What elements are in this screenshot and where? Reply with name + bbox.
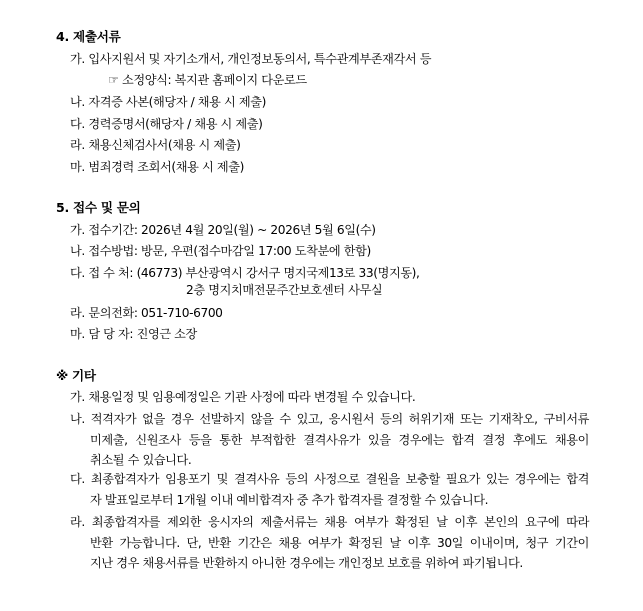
- list-item: 가. 채용일정 및 임용예정일은 기관 사정에 따라 변경될 수 있습니다.: [70, 390, 416, 404]
- list-item: 다. 경력증명서(해당자 / 채용 시 제출): [70, 117, 263, 131]
- address-continuation: 2층 명지치매전문주간보호센터 사무실: [186, 283, 383, 297]
- list-item: 라. 최종합격자를 제외한 응시자의 제출서류는 채용 여부가 확정된 날 이후 본인의 요구에 따라: [70, 515, 589, 529]
- list-item: 다. 접 수 처: (46773) 부산광역시 강서구 명지국제13로 33(명지동),: [70, 266, 420, 280]
- list-item: 마. 담 당 자: 진영근 소장: [70, 327, 197, 341]
- section-5-heading: 5. 접수 및 문의: [56, 200, 141, 215]
- list-item-continuation: 미제출, 신원조사 등을 통한 부적합한 결격사유가 있을 경우에는 합격 결정 후에도 채용이: [90, 433, 589, 447]
- list-item: 나. 자격증 사본(해당자 / 채용 시 제출): [70, 95, 266, 109]
- list-item: 가. 입사지원서 및 자기소개서, 개인정보동의서, 특수관계부존재각서 등: [70, 52, 432, 66]
- list-item-continuation: 자 발표일로부터 1개월 이내 예비합격자 중 추가 합격자를 결정할 수 있습니다.: [90, 493, 489, 507]
- list-item: 마. 범죄경력 조회서(채용 시 제출): [70, 160, 244, 174]
- list-item: 나. 접수방법: 방문, 우편(접수마감일 17:00 도착분에 한함): [70, 244, 371, 258]
- etc-heading: ※ 기타: [56, 368, 96, 383]
- list-item: 라. 채용신체검사서(채용 시 제출): [70, 138, 241, 152]
- section-4-heading: 4. 제출서류: [56, 29, 121, 44]
- list-item: 나. 적격자가 없을 경우 선발하지 않을 수 있고, 응시원서 등의 허위기재 또는 기재착오, 구비서류: [70, 412, 589, 426]
- list-item-continuation: 반환 가능합니다. 단, 반환 기간은 채용 여부가 확정된 날 이후 30일 이내이며, 청구 기간이: [90, 536, 589, 550]
- list-item: 다. 최종합격자가 임용포기 및 결격사유 등의 사정으로 결원을 보충할 필요가 있는 경우에는 합격: [70, 472, 589, 486]
- list-item: 가. 접수기간: 2026년 4월 20일(월) ~ 2026년 5월 6일(수): [70, 223, 376, 237]
- list-item-continuation: 취소될 수 있습니다.: [90, 453, 192, 467]
- form-note: ☞ 소정양식: 복지관 홈페이지 다운로드: [108, 73, 307, 87]
- list-item-continuation: 지난 경우 채용서류를 반환하지 아니한 경우에는 개인정보 보호를 위하여 파기됩니다.: [90, 556, 523, 570]
- list-item: 라. 문의전화: 051-710-6700: [70, 306, 223, 320]
